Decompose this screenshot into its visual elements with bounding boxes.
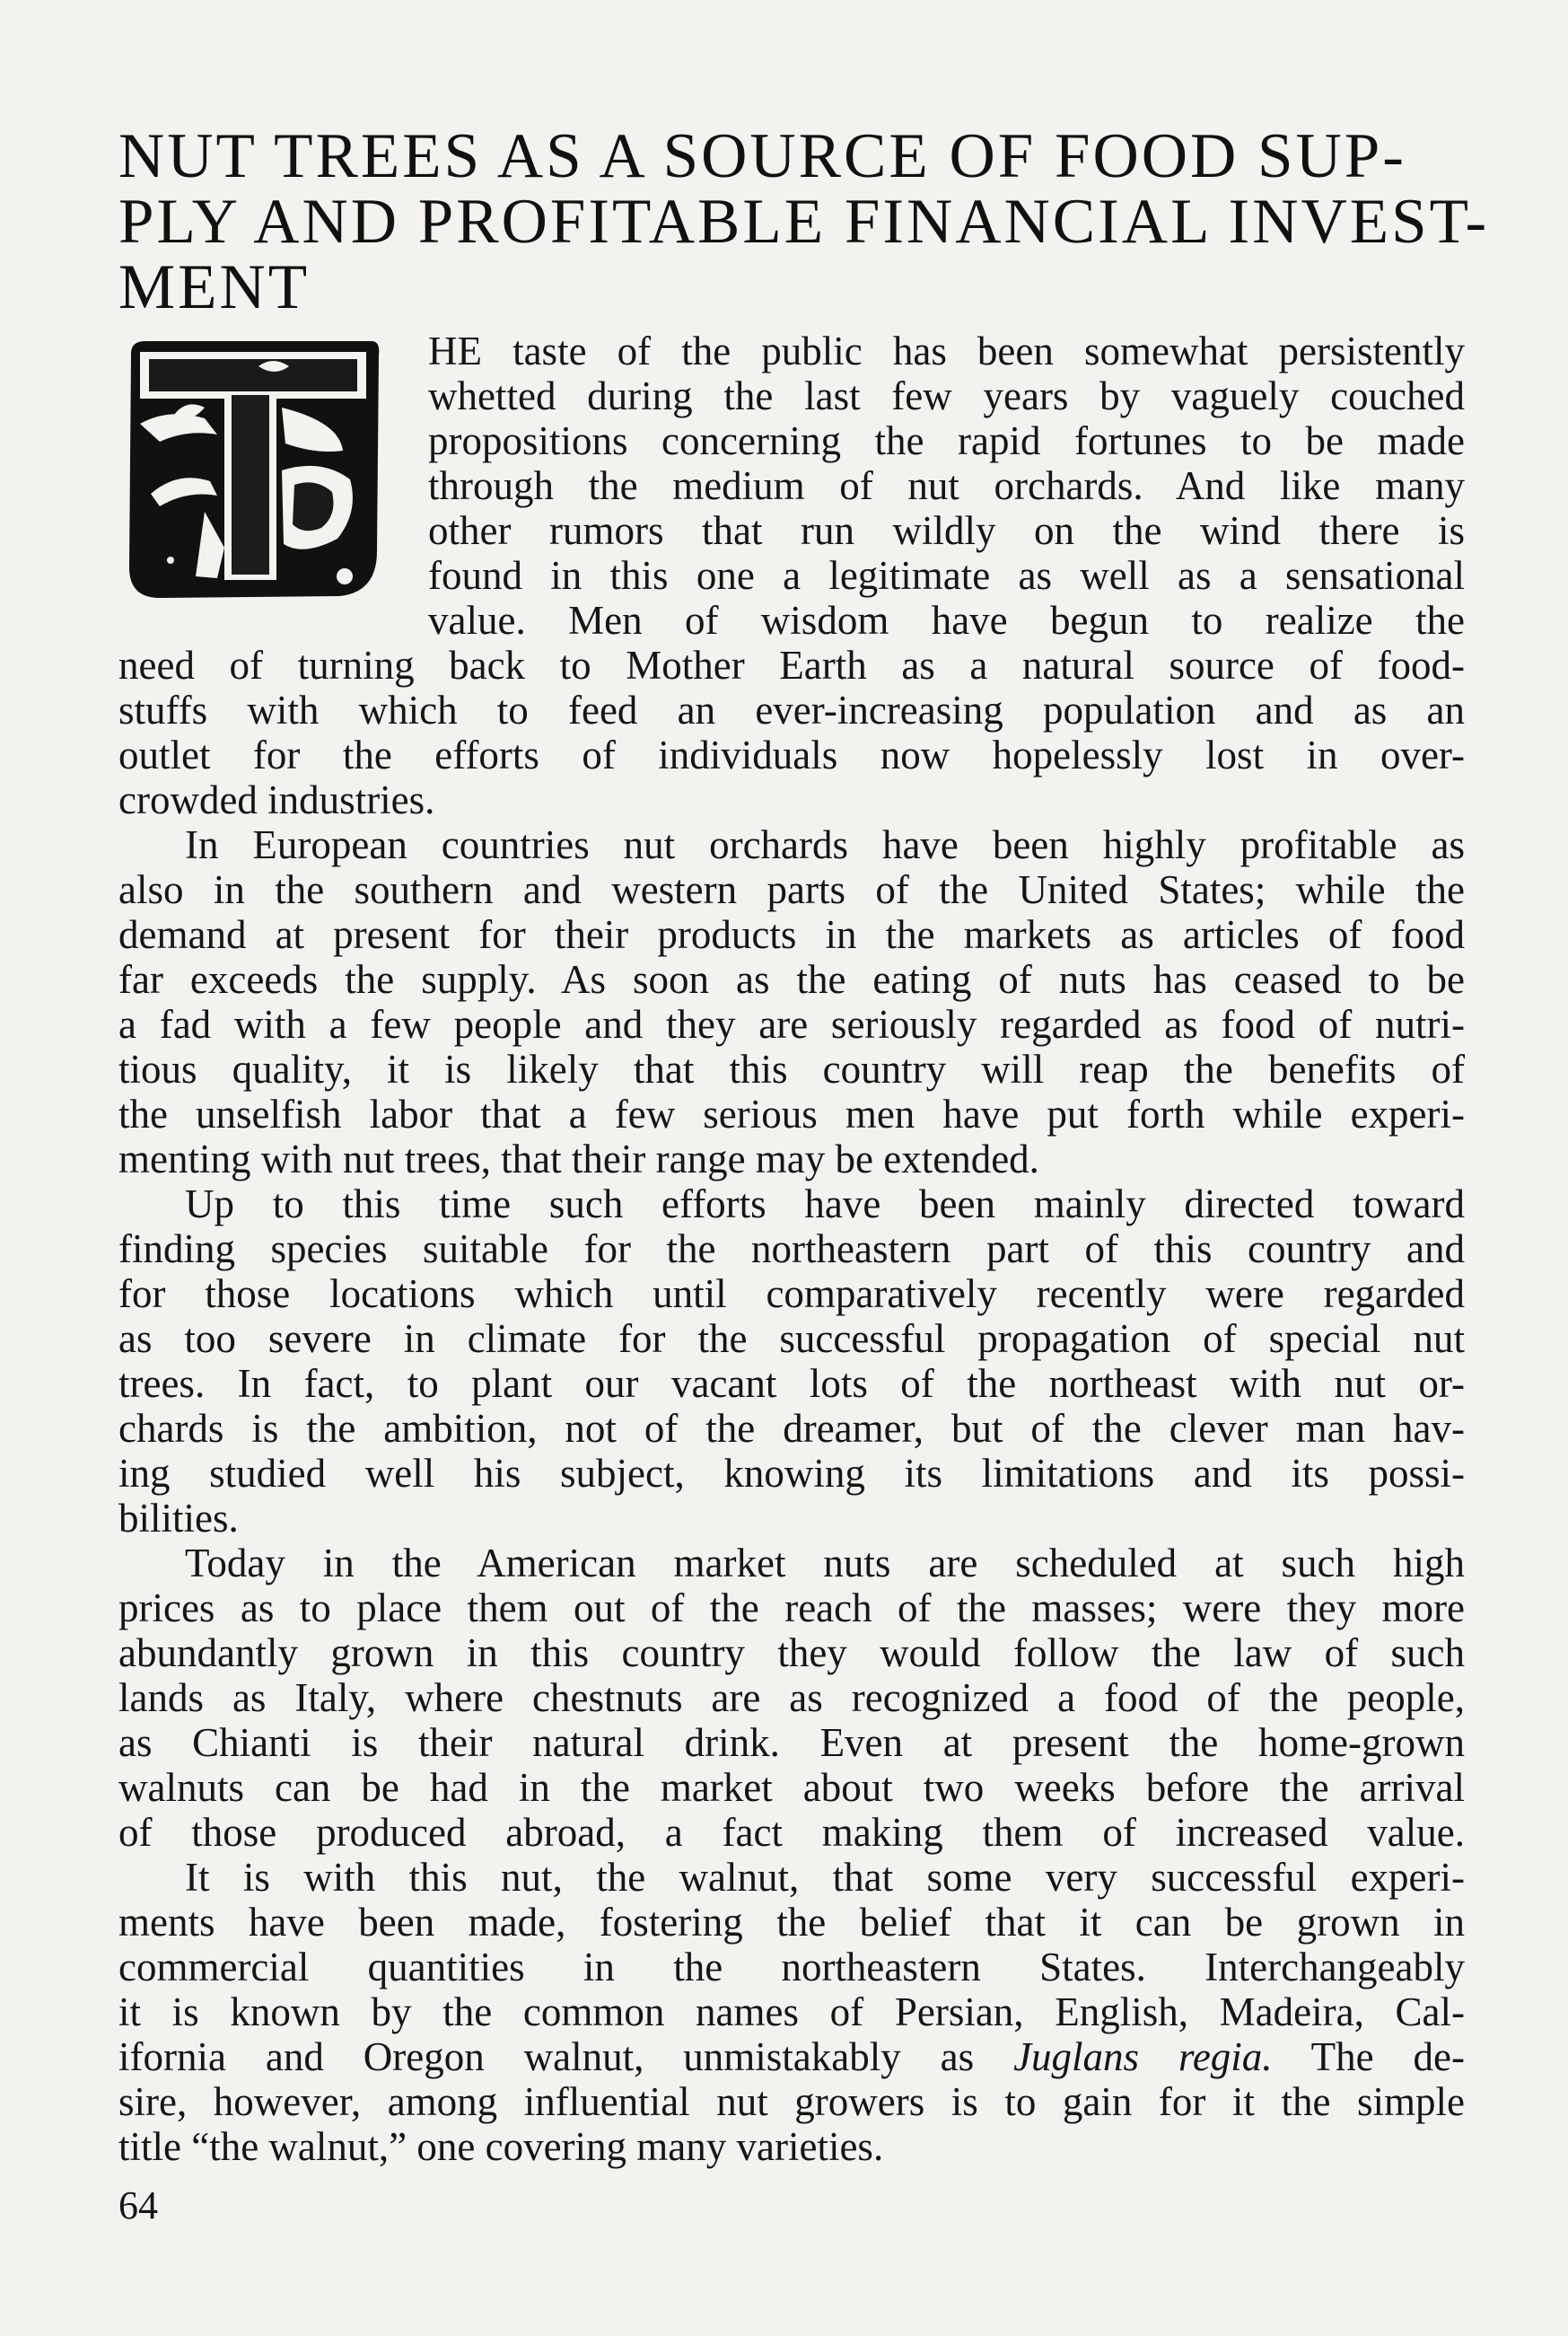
text-line: other rumors that run wildly on the wind there is xyxy=(428,508,1465,553)
text-line: prices as to place them out of the reach of the masses; were they more xyxy=(118,1585,1465,1630)
text-line: finding species suitable for the northeastern part of this country and xyxy=(118,1226,1465,1271)
text-line: sire, however, among influential nut growers is to gain for it the simple xyxy=(118,2079,1465,2124)
paragraph xyxy=(118,329,1465,822)
species-name: Juglans regia. xyxy=(1013,2034,1273,2079)
text-line: propositions concerning the rapid fortunes to be made xyxy=(428,418,1465,463)
text-line: the unselfish labor that a few serious men have put forth while experi- xyxy=(118,1092,1465,1137)
text-segment: The de- xyxy=(1272,2034,1466,2079)
text-line: far exceeds the supply. As soon as the eating of nuts has ceased to be xyxy=(118,957,1465,1002)
text-line: of those produced abroad, a fact making them of increased value. xyxy=(118,1810,1465,1855)
paragraph xyxy=(118,1855,1465,2169)
text-line: ing studied well his subject, knowing its limitations and its possi- xyxy=(118,1451,1465,1496)
text-line: ments have been made, fostering the belief that it can be grown in xyxy=(118,1900,1465,1945)
title-line: MENT xyxy=(118,252,311,322)
text-line: abundantly grown in this country they would follow the law of such xyxy=(118,1630,1465,1675)
paragraph xyxy=(118,1541,1465,1855)
text-line: menting with nut trees, that their range may be extended. xyxy=(118,1137,1039,1181)
paragraph xyxy=(118,1181,1465,1541)
text-line: HE taste of the public has been somewhat persistently xyxy=(428,329,1465,373)
text-line: chards is the ambition, not of the dreamer, but of the clever man hav- xyxy=(118,1406,1465,1451)
text-line: stuffs with which to feed an ever-increasing population and as an xyxy=(118,688,1465,733)
text-line: need of turning back to Mother Earth as a natural source of food- xyxy=(118,643,1465,688)
text-line: It is with this nut, the walnut, that some very successful experi- xyxy=(185,1855,1465,1900)
text-line: it is known by the common names of Persian, English, Madeira, Cal- xyxy=(118,1989,1465,2034)
title-line: PLY AND PROFITABLE FINANCIAL INVEST- xyxy=(118,187,1490,257)
text-line: as too severe in climate for the successful propagation of special nut xyxy=(118,1316,1465,1361)
text-line: trees. In fact, to plant our vacant lots of the northeast with nut or- xyxy=(118,1361,1465,1406)
text-line: bilities. xyxy=(118,1496,239,1541)
page-number: 64 xyxy=(118,2183,158,2227)
text-line: title “the walnut,” one covering many varieties. xyxy=(118,2124,884,2169)
text-line: commercial quantities in the northeastern States. Interchangeably xyxy=(118,1945,1465,1989)
title-line: NUT TREES AS A SOURCE OF FOOD SUP- xyxy=(118,121,1406,191)
text-line: also in the southern and western parts of the United States; while the xyxy=(118,867,1465,912)
text-line: demand at present for their products in the markets as articles of food xyxy=(118,912,1465,957)
paragraph xyxy=(118,822,1465,1181)
text-line: whetted during the last few years by vaguely couched xyxy=(428,373,1465,418)
text-line: as Chianti is their natural drink. Even at present the home-grown xyxy=(118,1720,1465,1765)
text-line: In European countries nut orchards have been highly profitable as xyxy=(185,822,1465,867)
text-line: a fad with a few people and they are seriously regarded as food of nutri- xyxy=(118,1002,1465,1047)
text-segment: ifornia and Oregon walnut, unmistakably as xyxy=(118,2034,975,2079)
text-line: outlet for the efforts of individuals now hopelessly lost in over- xyxy=(118,733,1465,777)
article-title xyxy=(118,121,1490,322)
text-line: through the medium of nut orchards. And like many xyxy=(428,463,1465,508)
text-line: Today in the American market nuts are scheduled at such high xyxy=(185,1541,1465,1585)
text-line: crowded industries. xyxy=(118,777,435,822)
text-line-with-italic xyxy=(118,2034,1465,2079)
article-body xyxy=(118,329,1465,2169)
text-line: value. Men of wisdom have begun to realize the xyxy=(428,598,1465,643)
text-line: tious quality, it is likely that this country will reap the benefits of xyxy=(118,1047,1465,1092)
text-line: Up to this time such efforts have been mainly directed toward xyxy=(185,1181,1465,1226)
text-line: walnuts can be had in the market about two weeks before the arrival xyxy=(118,1765,1465,1810)
text-line: found in this one a legitimate as well as a sensational xyxy=(428,553,1465,598)
text-line: for those locations which until comparatively recently were regarded xyxy=(118,1271,1465,1316)
text-line: lands as Italy, where chestnuts are as recognized a food of the people, xyxy=(118,1675,1465,1720)
